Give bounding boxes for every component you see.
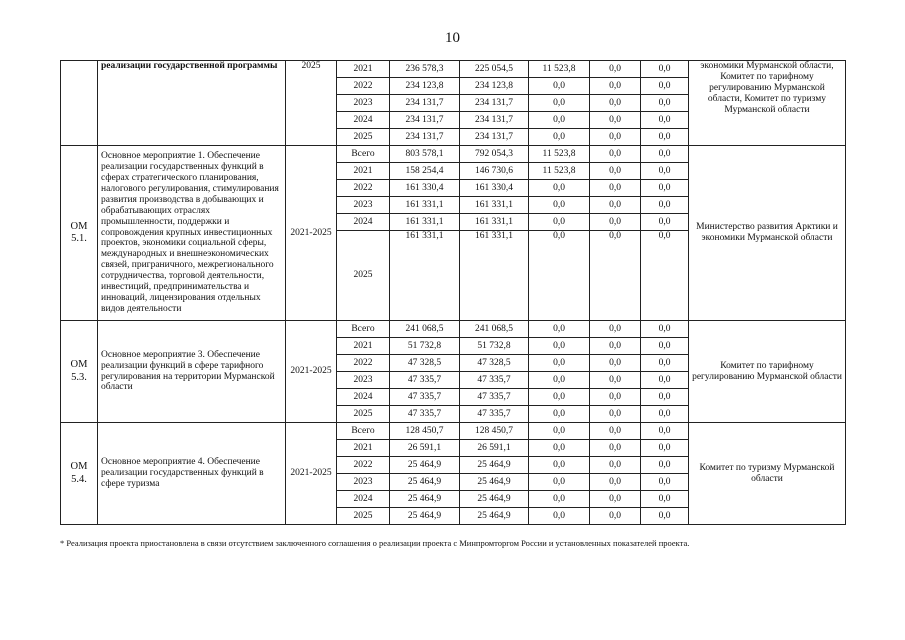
value-cell: 161 331,1: [460, 214, 529, 231]
value-cell: 0,0: [590, 214, 641, 231]
year-cell: 2021: [337, 163, 390, 180]
value-cell: 161 330,4: [460, 180, 529, 197]
value-cell: 25 464,9: [460, 457, 529, 474]
year-cell: 2022: [337, 457, 390, 474]
value-cell: 161 331,1: [390, 214, 460, 231]
value-cell: 0,0: [529, 231, 590, 321]
value-cell: 0,0: [590, 474, 641, 491]
value-cell: 0,0: [590, 197, 641, 214]
value-cell: 0,0: [641, 389, 689, 406]
value-cell: 0,0: [529, 112, 590, 129]
value-cell: 234 131,7: [460, 129, 529, 146]
year-cell: 2025: [337, 129, 390, 146]
value-cell: 0,0: [590, 61, 641, 78]
value-cell: 25 464,9: [390, 491, 460, 508]
value-cell: 51 732,8: [390, 338, 460, 355]
value-cell: 0,0: [590, 338, 641, 355]
value-cell: 0,0: [590, 355, 641, 372]
value-cell: 234 131,7: [390, 129, 460, 146]
year-cell: 2021: [337, 61, 390, 78]
value-cell: 0,0: [590, 406, 641, 423]
value-cell: 0,0: [529, 372, 590, 389]
value-cell: 146 730,6: [460, 163, 529, 180]
value-cell: 0,0: [641, 129, 689, 146]
value-cell: 0,0: [641, 338, 689, 355]
value-cell: 0,0: [641, 231, 689, 321]
block1-name: Основное мероприятие 1. Обеспечение реализации государственных функций в сферах стратегического планирования, налогового регулирования, стимулирования развития производства в добывающих и обрабатывающих отраслях промышленности, поддержки и сопровождения крупных инвестиционных проектов, экономики социальной сферы, международных и внешнеэкономических связей, приграничного, межрегионального сотрудничества, торговой деятельности, инвестиций, предпринимательства и инноваций, лицензирования отдельных видов деятельности: [98, 146, 286, 321]
value-cell: 0,0: [641, 321, 689, 338]
value-cell: 0,0: [590, 440, 641, 457]
value-cell: 25 464,9: [460, 491, 529, 508]
value-cell: 161 331,1: [460, 231, 529, 321]
value-cell: 0,0: [590, 95, 641, 112]
block1-code: ОМ 5.1.: [61, 146, 98, 321]
value-cell: 161 331,1: [390, 197, 460, 214]
value-cell: 0,0: [529, 321, 590, 338]
value-cell: 25 464,9: [460, 508, 529, 525]
year-cell: 2024: [337, 491, 390, 508]
value-cell: 0,0: [529, 338, 590, 355]
value-cell: 0,0: [641, 491, 689, 508]
year-cell: 2025: [337, 508, 390, 525]
year-cell: 2024: [337, 214, 390, 231]
value-cell: 234 131,7: [460, 95, 529, 112]
value-cell: 25 464,9: [390, 457, 460, 474]
table-row: [61, 423, 846, 440]
value-cell: 26 591,1: [390, 440, 460, 457]
value-cell: 0,0: [590, 231, 641, 321]
block3-name: Основное мероприятие 4. Обеспечение реализации государственных функций в сфере туризма: [98, 423, 286, 525]
value-cell: 51 732,8: [460, 338, 529, 355]
year-cell: 2023: [337, 197, 390, 214]
value-cell: 25 464,9: [390, 508, 460, 525]
year-cell: 2021: [337, 440, 390, 457]
value-cell: 0,0: [529, 508, 590, 525]
value-cell: 0,0: [529, 197, 590, 214]
value-cell: 0,0: [641, 457, 689, 474]
block2-responsible: Комитет по тарифному регулированию Мурманской области: [689, 321, 846, 423]
value-cell: 0,0: [529, 78, 590, 95]
value-cell: 0,0: [641, 197, 689, 214]
value-cell: 47 335,7: [460, 389, 529, 406]
value-cell: 11 523,8: [529, 163, 590, 180]
year-cell: 2023: [337, 95, 390, 112]
value-cell: 0,0: [529, 406, 590, 423]
value-cell: 236 578,3: [390, 61, 460, 78]
value-cell: 0,0: [641, 372, 689, 389]
value-cell: 0,0: [529, 355, 590, 372]
value-cell: 0,0: [641, 61, 689, 78]
value-cell: 225 054,5: [460, 61, 529, 78]
block0-responsible: экономики Мурманской области, Комитет по тарифному регулированию Мурманской области, Комитет по туризму Мурманской области: [689, 61, 846, 146]
value-cell: 803 578,1: [390, 146, 460, 163]
value-cell: 0,0: [590, 78, 641, 95]
value-cell: 0,0: [590, 112, 641, 129]
page-number: 10: [445, 30, 460, 46]
value-cell: 234 131,7: [390, 112, 460, 129]
value-cell: 0,0: [641, 406, 689, 423]
value-cell: 47 328,5: [460, 355, 529, 372]
year-cell: 2023: [337, 372, 390, 389]
value-cell: 0,0: [590, 129, 641, 146]
block3-responsible: Комитет по туризму Мурманской области: [689, 423, 846, 525]
value-cell: 0,0: [641, 95, 689, 112]
value-cell: 0,0: [590, 146, 641, 163]
value-cell: 47 335,7: [460, 406, 529, 423]
value-cell: 0,0: [641, 146, 689, 163]
value-cell: 161 331,1: [460, 197, 529, 214]
value-cell: 241 068,5: [460, 321, 529, 338]
value-cell: 128 450,7: [390, 423, 460, 440]
value-cell: 0,0: [529, 440, 590, 457]
value-cell: 47 335,7: [460, 372, 529, 389]
value-cell: 128 450,7: [460, 423, 529, 440]
value-cell: 0,0: [529, 457, 590, 474]
block2-name: Основное мероприятие 3. Обеспечение реализации функций в сфере тарифного регулирования на территории Мурманской области: [98, 321, 286, 423]
block3-code: ОМ 5.4.: [61, 423, 98, 525]
value-cell: 47 335,7: [390, 389, 460, 406]
value-cell: 0,0: [590, 372, 641, 389]
value-cell: 0,0: [641, 440, 689, 457]
value-cell: 0,0: [641, 474, 689, 491]
table-row: [61, 321, 846, 338]
value-cell: 0,0: [590, 491, 641, 508]
value-cell: 0,0: [590, 457, 641, 474]
value-cell: 0,0: [529, 491, 590, 508]
year-cell: Всего: [337, 321, 390, 338]
value-cell: 47 335,7: [390, 406, 460, 423]
value-cell: 0,0: [529, 423, 590, 440]
value-cell: 0,0: [529, 474, 590, 491]
year-cell: 2025: [337, 231, 390, 321]
value-cell: 234 123,8: [390, 78, 460, 95]
value-cell: 25 464,9: [460, 474, 529, 491]
value-cell: 0,0: [590, 508, 641, 525]
block2-code: ОМ 5.3.: [61, 321, 98, 423]
value-cell: 0,0: [590, 423, 641, 440]
year-cell: 2024: [337, 389, 390, 406]
value-cell: 0,0: [641, 423, 689, 440]
block1-period: 2021-2025: [286, 146, 337, 321]
value-cell: 792 054,3: [460, 146, 529, 163]
block0-period: 2025: [286, 61, 337, 146]
footnote: * Реализация проекта приостановлена в связи отсутствием заключенного соглашения о реализации проекта с Минпромторгом России и установленных показателей проекта.: [60, 538, 690, 548]
value-cell: 0,0: [641, 112, 689, 129]
value-cell: 234 131,7: [460, 112, 529, 129]
block1-responsible: Министерство развития Арктики и экономики Мурманской области: [689, 146, 846, 321]
block0-name: реализации государственной программы: [98, 61, 286, 146]
value-cell: 0,0: [529, 389, 590, 406]
value-cell: 11 523,8: [529, 61, 590, 78]
value-cell: 0,0: [641, 355, 689, 372]
program-table: [60, 60, 846, 525]
value-cell: 234 123,8: [460, 78, 529, 95]
value-cell: 0,0: [590, 321, 641, 338]
value-cell: 0,0: [529, 95, 590, 112]
value-cell: 11 523,8: [529, 146, 590, 163]
value-cell: 0,0: [590, 163, 641, 180]
value-cell: 158 254,4: [390, 163, 460, 180]
value-cell: 47 328,5: [390, 355, 460, 372]
block0-code: [61, 61, 98, 146]
year-cell: 2025: [337, 406, 390, 423]
value-cell: 161 330,4: [390, 180, 460, 197]
value-cell: 0,0: [641, 78, 689, 95]
value-cell: 241 068,5: [390, 321, 460, 338]
year-cell: 2021: [337, 338, 390, 355]
value-cell: 0,0: [590, 389, 641, 406]
value-cell: 0,0: [590, 180, 641, 197]
value-cell: 26 591,1: [460, 440, 529, 457]
value-cell: 0,0: [641, 508, 689, 525]
value-cell: 161 331,1: [390, 231, 460, 321]
value-cell: 0,0: [641, 214, 689, 231]
block3-period: 2021-2025: [286, 423, 337, 525]
value-cell: 47 335,7: [390, 372, 460, 389]
table-row: [61, 146, 846, 163]
value-cell: 0,0: [529, 129, 590, 146]
year-cell: 2022: [337, 78, 390, 95]
year-cell: 2023: [337, 474, 390, 491]
year-cell: 2022: [337, 355, 390, 372]
year-cell: 2022: [337, 180, 390, 197]
value-cell: 0,0: [641, 180, 689, 197]
year-cell: 2024: [337, 112, 390, 129]
value-cell: 25 464,9: [390, 474, 460, 491]
block2-period: 2021-2025: [286, 321, 337, 423]
year-cell: Всего: [337, 423, 390, 440]
table-row: [61, 61, 846, 78]
value-cell: 234 131,7: [390, 95, 460, 112]
year-cell: Всего: [337, 146, 390, 163]
value-cell: 0,0: [641, 163, 689, 180]
value-cell: 0,0: [529, 214, 590, 231]
value-cell: 0,0: [529, 180, 590, 197]
